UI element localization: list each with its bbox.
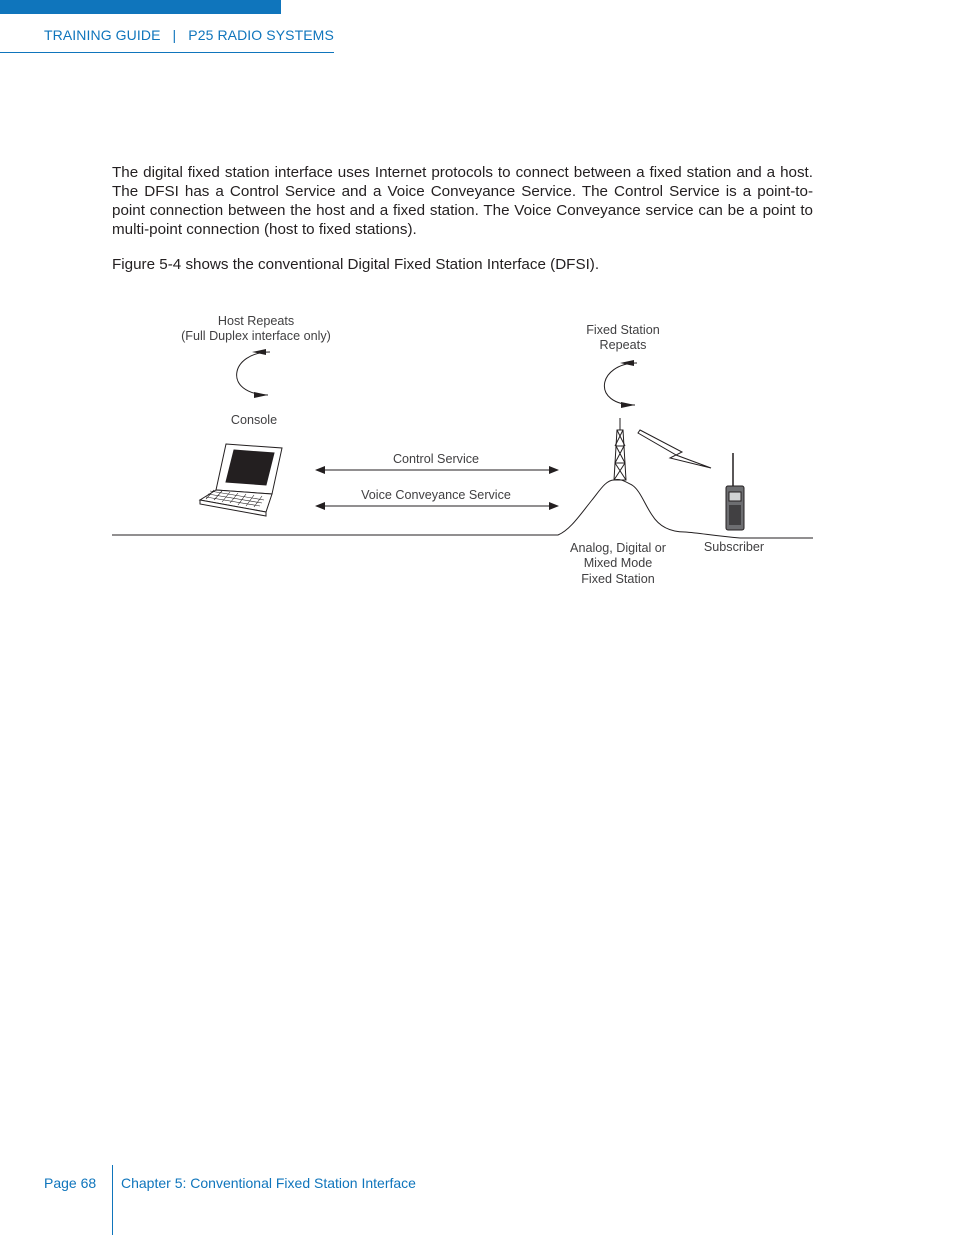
host-repeats-line1: Host Repeats (217, 314, 295, 328)
fixed-station-line3: Fixed Station (581, 571, 655, 586)
figure-reference-text: Figure 5-4 shows the conventional Digital Fixed Station Interface (DFSI). (112, 256, 600, 273)
body-paragraph: The digital fixed station interface uses Internet protocols to connect between a fixed station and a host. The DFSI has a Control Service and a Voice Conveyance Service. The Control Service is a point-to-point connection between the host and a fixed station. The Voice Conveyance service can be a point to multi-point connection (host to fixed stations). (112, 164, 813, 238)
handheld-radio-icon (726, 453, 744, 530)
voice-conveyance-label: Voice Conveyance Service (361, 488, 511, 502)
subscriber-label: Subscriber (703, 540, 765, 554)
footer-chapter-title: Chapter 5: Conventional Fixed Station Interface (121, 1175, 416, 1191)
footer-rule (112, 1165, 113, 1235)
fixed-station-repeats-arrow (604, 360, 637, 408)
fixed-station-line1: Analog, Digital or (570, 541, 666, 555)
header-topic: P25 RADIO SYSTEMS (188, 27, 334, 43)
radio-link-bolt-icon (638, 430, 711, 468)
fixed-station-line2: Mixed Mode (583, 556, 653, 571)
fixed-station-label (558, 541, 678, 587)
host-repeats-arrow (237, 349, 270, 398)
console-label: Console (230, 413, 278, 427)
fixed-station-repeats-line2: Repeats (599, 338, 647, 353)
header-separator: | (172, 27, 177, 43)
footer-page-number: Page 68 (44, 1175, 97, 1191)
fixed-station-repeats-label (573, 323, 673, 354)
header-guide: TRAINING GUIDE (44, 27, 161, 43)
control-service-label: Control Service (392, 452, 480, 466)
host-repeats-line2: (Full Duplex interface only) (181, 329, 331, 344)
tower-icon (614, 418, 626, 480)
host-repeats-label (160, 314, 352, 345)
laptop-icon (200, 444, 282, 516)
fixed-station-repeats-line1: Fixed Station (586, 323, 660, 337)
